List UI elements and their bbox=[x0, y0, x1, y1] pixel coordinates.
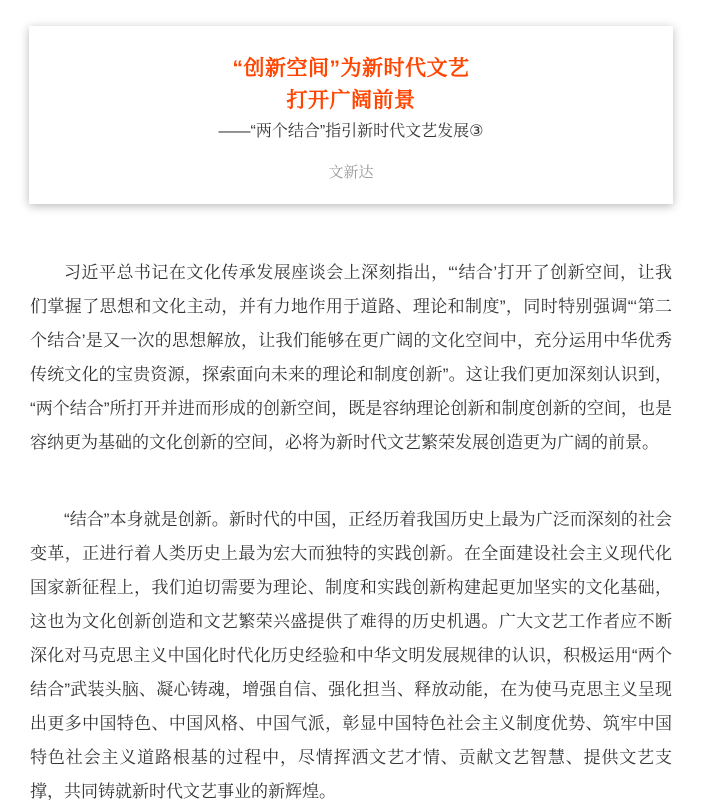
paragraph: 习近平总书记在文化传承发展座谈会上深刻指出，“‘结合’打开了创新空间，让我们掌握了思想和文化主动，并有力地作用于道路、理论和制度”，同时特别强调“‘第二个结合’是又一次的思想解放，让我们能够在更广阔的文化空间中，充分运用中华优秀传统文化的宝贵资源，探索面向未来的理论和制度创新”。这让我们更加深刻认识到，“两个结合”所打开并进而形成的创新空间，既是容纳理论创新和制度创新的空间，也是容纳更为基础的文化创新的空间，必将为新时代文艺繁荣发展创造更为广阔的前景。 bbox=[30, 263, 672, 452]
article-header-card bbox=[29, 26, 673, 204]
article-body bbox=[30, 256, 672, 800]
article-title-line-1: “创新空间”为新时代文艺 bbox=[232, 57, 470, 80]
article-author: 文新达 bbox=[328, 164, 374, 181]
article-title-line-2: 打开广阔前景 bbox=[286, 89, 416, 112]
paragraph: “结合”本身就是创新。新时代的中国，正经历着我国历史上最为广泛而深刻的社会变革，正进行着人类历史上最为宏大而独特的实践创新。在全面建设社会主义现代化国家新征程上，我们迫切需要为理论、制度和实践创新构建起更加坚实的文化基础，这也为文化创新创造和文艺繁荣兴盛提供了难得的历史机遇。广大文艺工作者应不断深化对马克思主义中国化时代化历史经验和中华文明发展规律的认识，积极运用“两个结合”武装头脑、凝心铸魂，增强自信、强化担当、释放动能，在为使马克思主义呈现出更多中国特色、中国风格、中国气派，彰显中国特色社会主义制度优势、筑牢中国特色社会主义道路根基的过程中，尽情挥洒文艺才情、贡献文艺智慧、提供文艺支撑，共同铸就新时代文艺事业的新辉煌。 bbox=[30, 510, 672, 800]
article-subtitle: ——“两个结合”指引新时代文艺发展③ bbox=[218, 123, 484, 140]
article-title bbox=[29, 53, 673, 117]
